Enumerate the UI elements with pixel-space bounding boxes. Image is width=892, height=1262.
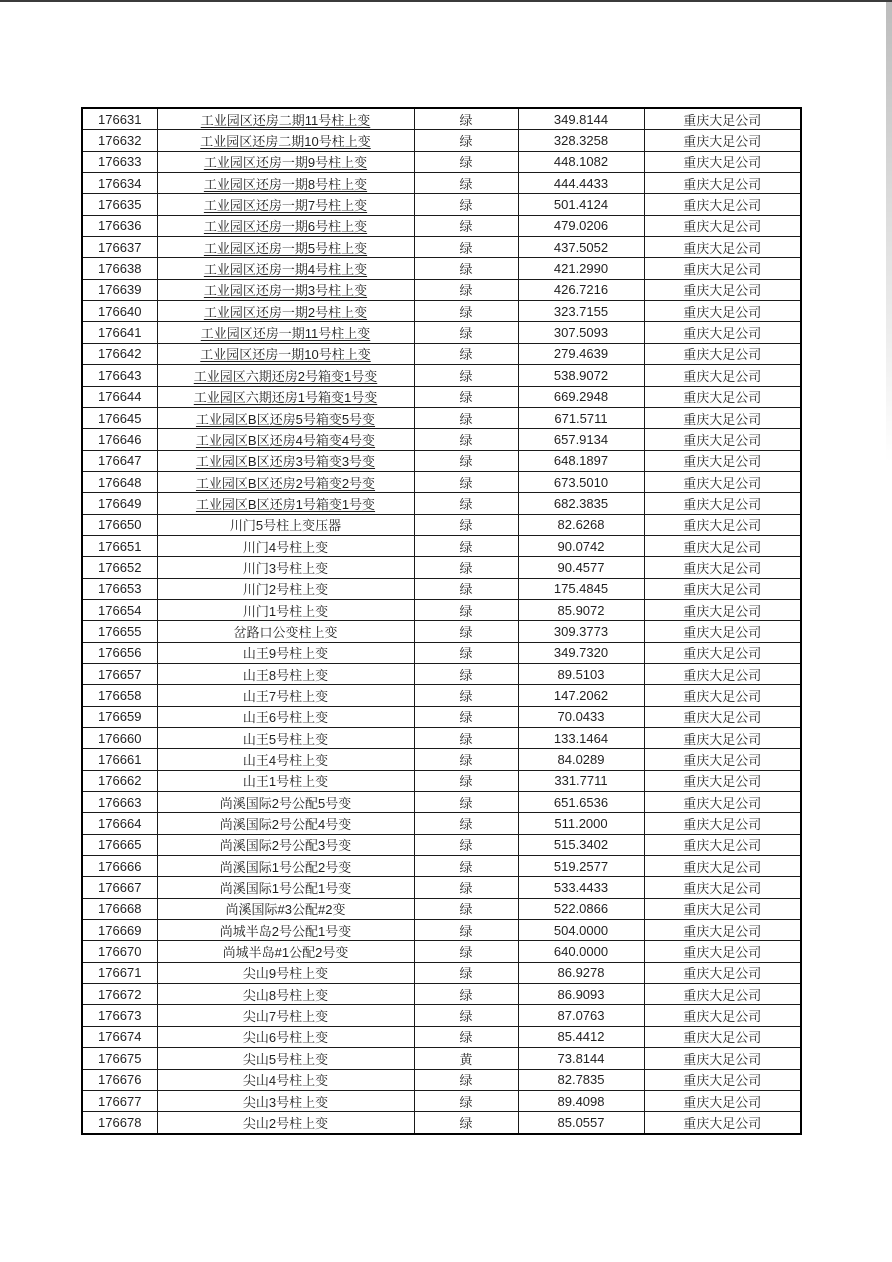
cell-id: 176676 <box>82 1069 157 1090</box>
cell-name: 尖山6号柱上变 <box>157 1026 414 1047</box>
cell-status: 绿 <box>414 108 518 130</box>
cell-status: 绿 <box>414 834 518 855</box>
cell-name: 川门1号柱上变 <box>157 599 414 620</box>
cell-name: 尖山9号柱上变 <box>157 962 414 983</box>
table-row <box>82 728 801 749</box>
table-row <box>82 215 801 236</box>
cell-company: 重庆大足公司 <box>644 962 801 983</box>
cell-value: 669.2948 <box>518 386 644 407</box>
cell-id: 176656 <box>82 642 157 663</box>
cell-value: 444.4433 <box>518 173 644 194</box>
table-row <box>82 1069 801 1090</box>
cell-value: 673.5010 <box>518 471 644 492</box>
cell-status: 绿 <box>414 1005 518 1026</box>
cell-id: 176666 <box>82 856 157 877</box>
table-row <box>82 535 801 556</box>
cell-company: 重庆大足公司 <box>644 877 801 898</box>
cell-id: 176669 <box>82 920 157 941</box>
cell-value: 648.1897 <box>518 450 644 471</box>
cell-id: 176636 <box>82 215 157 236</box>
cell-id: 176667 <box>82 877 157 898</box>
cell-company: 重庆大足公司 <box>644 898 801 919</box>
cell-company: 重庆大足公司 <box>644 728 801 749</box>
cell-value: 85.0557 <box>518 1112 644 1134</box>
cell-id: 176673 <box>82 1005 157 1026</box>
cell-id: 176649 <box>82 493 157 514</box>
cell-value: 479.0206 <box>518 215 644 236</box>
cell-name: 山王7号柱上变 <box>157 685 414 706</box>
cell-value: 671.5711 <box>518 407 644 428</box>
table-row <box>82 706 801 727</box>
cell-id: 176672 <box>82 984 157 1005</box>
table-row <box>82 1026 801 1047</box>
cell-name: 工业园区B区还房2号箱变2号变 <box>157 471 414 492</box>
table-row <box>82 962 801 983</box>
cell-value: 511.2000 <box>518 813 644 834</box>
table-row <box>82 1090 801 1111</box>
cell-name: 工业园区还房一期7号柱上变 <box>157 194 414 215</box>
cell-name: 工业园区还房一期2号柱上变 <box>157 301 414 322</box>
cell-id: 176658 <box>82 685 157 706</box>
table-row <box>82 557 801 578</box>
cell-id: 176653 <box>82 578 157 599</box>
cell-status: 绿 <box>414 920 518 941</box>
cell-name: 工业园区B区还房5号箱变5号变 <box>157 407 414 428</box>
table-row <box>82 130 801 151</box>
cell-company: 重庆大足公司 <box>644 1112 801 1134</box>
table-row <box>82 834 801 855</box>
table-row <box>82 386 801 407</box>
cell-id: 176631 <box>82 108 157 130</box>
table-row <box>82 429 801 450</box>
cell-company: 重庆大足公司 <box>644 493 801 514</box>
cell-value: 85.9072 <box>518 599 644 620</box>
cell-name: 尖山4号柱上变 <box>157 1069 414 1090</box>
cell-status: 绿 <box>414 1069 518 1090</box>
cell-status: 绿 <box>414 685 518 706</box>
table-row <box>82 663 801 684</box>
cell-company: 重庆大足公司 <box>644 813 801 834</box>
cell-id: 176662 <box>82 770 157 791</box>
table-row <box>82 108 801 130</box>
cell-name: 工业园区还房一期8号柱上变 <box>157 173 414 194</box>
cell-company: 重庆大足公司 <box>644 322 801 343</box>
cell-company: 重庆大足公司 <box>644 151 801 172</box>
cell-status: 绿 <box>414 407 518 428</box>
cell-value: 86.9278 <box>518 962 644 983</box>
cell-name: 工业园区还房二期11号柱上变 <box>157 108 414 130</box>
cell-company: 重庆大足公司 <box>644 663 801 684</box>
cell-company: 重庆大足公司 <box>644 1026 801 1047</box>
cell-status: 绿 <box>414 1112 518 1134</box>
cell-name: 川门3号柱上变 <box>157 557 414 578</box>
cell-status: 绿 <box>414 194 518 215</box>
cell-status: 绿 <box>414 984 518 1005</box>
cell-status: 绿 <box>414 429 518 450</box>
cell-status: 绿 <box>414 877 518 898</box>
cell-status: 绿 <box>414 578 518 599</box>
cell-status: 绿 <box>414 450 518 471</box>
cell-value: 515.3402 <box>518 834 644 855</box>
cell-status: 绿 <box>414 663 518 684</box>
cell-company: 重庆大足公司 <box>644 984 801 1005</box>
page-top-edge <box>0 0 892 2</box>
cell-name: 尚城半岛2号公配1号变 <box>157 920 414 941</box>
cell-status: 绿 <box>414 557 518 578</box>
cell-status: 绿 <box>414 237 518 258</box>
cell-value: 501.4124 <box>518 194 644 215</box>
cell-company: 重庆大足公司 <box>644 279 801 300</box>
transformer-table <box>81 107 802 1135</box>
page-right-edge <box>886 2 892 462</box>
cell-id: 176657 <box>82 663 157 684</box>
table-row <box>82 173 801 194</box>
table-row <box>82 941 801 962</box>
cell-status: 绿 <box>414 792 518 813</box>
cell-id: 176654 <box>82 599 157 620</box>
cell-company: 重庆大足公司 <box>644 1005 801 1026</box>
cell-value: 90.4577 <box>518 557 644 578</box>
cell-value: 133.1464 <box>518 728 644 749</box>
cell-company: 重庆大足公司 <box>644 599 801 620</box>
table-row <box>82 1048 801 1069</box>
cell-value: 504.0000 <box>518 920 644 941</box>
cell-value: 175.4845 <box>518 578 644 599</box>
cell-value: 331.7711 <box>518 770 644 791</box>
cell-name: 工业园区还房一期6号柱上变 <box>157 215 414 236</box>
cell-id: 176633 <box>82 151 157 172</box>
cell-name: 山王1号柱上变 <box>157 770 414 791</box>
table-row <box>82 984 801 1005</box>
cell-company: 重庆大足公司 <box>644 535 801 556</box>
cell-name: 川门2号柱上变 <box>157 578 414 599</box>
cell-value: 90.0742 <box>518 535 644 556</box>
cell-id: 176634 <box>82 173 157 194</box>
cell-company: 重庆大足公司 <box>644 450 801 471</box>
cell-value: 328.3258 <box>518 130 644 151</box>
cell-status: 绿 <box>414 599 518 620</box>
cell-status: 绿 <box>414 279 518 300</box>
cell-company: 重庆大足公司 <box>644 578 801 599</box>
cell-id: 176645 <box>82 407 157 428</box>
cell-company: 重庆大足公司 <box>644 173 801 194</box>
table-row <box>82 856 801 877</box>
cell-value: 87.0763 <box>518 1005 644 1026</box>
cell-status: 绿 <box>414 301 518 322</box>
cell-value: 85.4412 <box>518 1026 644 1047</box>
cell-value: 522.0866 <box>518 898 644 919</box>
cell-id: 176632 <box>82 130 157 151</box>
cell-id: 176655 <box>82 621 157 642</box>
cell-status: 绿 <box>414 322 518 343</box>
table-row <box>82 471 801 492</box>
cell-value: 89.5103 <box>518 663 644 684</box>
cell-company: 重庆大足公司 <box>644 301 801 322</box>
cell-name: 工业园区还房一期3号柱上变 <box>157 279 414 300</box>
cell-id: 176675 <box>82 1048 157 1069</box>
cell-value: 657.9134 <box>518 429 644 450</box>
cell-value: 349.7320 <box>518 642 644 663</box>
cell-status: 绿 <box>414 215 518 236</box>
table-row <box>82 813 801 834</box>
cell-name: 工业园区六期还房1号箱变1号变 <box>157 386 414 407</box>
table-row <box>82 599 801 620</box>
table-row <box>82 279 801 300</box>
cell-value: 323.7155 <box>518 301 644 322</box>
cell-company: 重庆大足公司 <box>644 557 801 578</box>
cell-id: 176677 <box>82 1090 157 1111</box>
cell-company: 重庆大足公司 <box>644 685 801 706</box>
cell-status: 绿 <box>414 173 518 194</box>
cell-name: 尚溪国际2号公配4号变 <box>157 813 414 834</box>
cell-value: 519.2577 <box>518 856 644 877</box>
cell-id: 176674 <box>82 1026 157 1047</box>
cell-status: 黄 <box>414 1048 518 1069</box>
cell-value: 309.3773 <box>518 621 644 642</box>
cell-name: 尚溪国际#3公配#2变 <box>157 898 414 919</box>
table-row <box>82 407 801 428</box>
cell-value: 640.0000 <box>518 941 644 962</box>
cell-company: 重庆大足公司 <box>644 429 801 450</box>
cell-value: 349.8144 <box>518 108 644 130</box>
cell-id: 176660 <box>82 728 157 749</box>
table-row <box>82 258 801 279</box>
cell-value: 279.4639 <box>518 343 644 364</box>
cell-status: 绿 <box>414 493 518 514</box>
cell-company: 重庆大足公司 <box>644 194 801 215</box>
cell-name: 尖山7号柱上变 <box>157 1005 414 1026</box>
table-row <box>82 1005 801 1026</box>
table-row <box>82 493 801 514</box>
cell-id: 176644 <box>82 386 157 407</box>
cell-status: 绿 <box>414 941 518 962</box>
cell-company: 重庆大足公司 <box>644 108 801 130</box>
cell-name: 尚溪国际2号公配3号变 <box>157 834 414 855</box>
cell-name: 工业园区还房二期10号柱上变 <box>157 130 414 151</box>
cell-status: 绿 <box>414 514 518 535</box>
cell-company: 重庆大足公司 <box>644 471 801 492</box>
cell-name: 尖山3号柱上变 <box>157 1090 414 1111</box>
table-row <box>82 1112 801 1134</box>
table-row <box>82 877 801 898</box>
cell-value: 538.9072 <box>518 365 644 386</box>
cell-name: 工业园区B区还房4号箱变4号变 <box>157 429 414 450</box>
cell-name: 工业园区还房一期11号柱上变 <box>157 322 414 343</box>
cell-id: 176665 <box>82 834 157 855</box>
cell-status: 绿 <box>414 898 518 919</box>
cell-id: 176650 <box>82 514 157 535</box>
cell-value: 82.6268 <box>518 514 644 535</box>
cell-value: 533.4433 <box>518 877 644 898</box>
cell-id: 176678 <box>82 1112 157 1134</box>
cell-value: 651.6536 <box>518 792 644 813</box>
cell-name: 川门5号柱上变压器 <box>157 514 414 535</box>
cell-company: 重庆大足公司 <box>644 920 801 941</box>
cell-name: 山王8号柱上变 <box>157 663 414 684</box>
cell-name: 岔路口公变柱上变 <box>157 621 414 642</box>
cell-value: 307.5093 <box>518 322 644 343</box>
table-row <box>82 920 801 941</box>
cell-status: 绿 <box>414 1026 518 1047</box>
cell-company: 重庆大足公司 <box>644 365 801 386</box>
cell-id: 176647 <box>82 450 157 471</box>
cell-status: 绿 <box>414 1090 518 1111</box>
table-row <box>82 514 801 535</box>
cell-status: 绿 <box>414 813 518 834</box>
cell-company: 重庆大足公司 <box>644 407 801 428</box>
table-row <box>82 792 801 813</box>
cell-status: 绿 <box>414 343 518 364</box>
table-row <box>82 685 801 706</box>
table-row <box>82 365 801 386</box>
cell-company: 重庆大足公司 <box>644 1048 801 1069</box>
cell-status: 绿 <box>414 386 518 407</box>
table-row <box>82 749 801 770</box>
cell-company: 重庆大足公司 <box>644 941 801 962</box>
cell-company: 重庆大足公司 <box>644 770 801 791</box>
cell-status: 绿 <box>414 151 518 172</box>
cell-company: 重庆大足公司 <box>644 343 801 364</box>
cell-name: 尖山5号柱上变 <box>157 1048 414 1069</box>
cell-name: 尚溪国际1号公配1号变 <box>157 877 414 898</box>
cell-id: 176661 <box>82 749 157 770</box>
cell-id: 176659 <box>82 706 157 727</box>
cell-name: 工业园区还房一期5号柱上变 <box>157 237 414 258</box>
table-row <box>82 237 801 258</box>
cell-status: 绿 <box>414 258 518 279</box>
cell-status: 绿 <box>414 535 518 556</box>
cell-company: 重庆大足公司 <box>644 215 801 236</box>
table-row <box>82 450 801 471</box>
cell-id: 176652 <box>82 557 157 578</box>
cell-id: 176663 <box>82 792 157 813</box>
table-body <box>82 108 801 1134</box>
cell-value: 73.8144 <box>518 1048 644 1069</box>
cell-company: 重庆大足公司 <box>644 706 801 727</box>
cell-company: 重庆大足公司 <box>644 792 801 813</box>
cell-id: 176670 <box>82 941 157 962</box>
cell-name: 山王5号柱上变 <box>157 728 414 749</box>
cell-company: 重庆大足公司 <box>644 642 801 663</box>
cell-company: 重庆大足公司 <box>644 621 801 642</box>
cell-id: 176637 <box>82 237 157 258</box>
cell-status: 绿 <box>414 728 518 749</box>
table-row <box>82 151 801 172</box>
cell-value: 86.9093 <box>518 984 644 1005</box>
cell-id: 176635 <box>82 194 157 215</box>
cell-id: 176651 <box>82 535 157 556</box>
cell-company: 重庆大足公司 <box>644 237 801 258</box>
cell-name: 工业园区还房一期10号柱上变 <box>157 343 414 364</box>
cell-value: 70.0433 <box>518 706 644 727</box>
cell-id: 176638 <box>82 258 157 279</box>
cell-status: 绿 <box>414 856 518 877</box>
table-row <box>82 621 801 642</box>
cell-status: 绿 <box>414 706 518 727</box>
cell-id: 176671 <box>82 962 157 983</box>
cell-company: 重庆大足公司 <box>644 856 801 877</box>
cell-company: 重庆大足公司 <box>644 258 801 279</box>
cell-name: 工业园区B区还房3号箱变3号变 <box>157 450 414 471</box>
cell-value: 421.2990 <box>518 258 644 279</box>
cell-value: 82.7835 <box>518 1069 644 1090</box>
table-row <box>82 770 801 791</box>
cell-id: 176642 <box>82 343 157 364</box>
table-row <box>82 343 801 364</box>
cell-id: 176641 <box>82 322 157 343</box>
cell-status: 绿 <box>414 365 518 386</box>
cell-id: 176640 <box>82 301 157 322</box>
cell-status: 绿 <box>414 642 518 663</box>
cell-name: 工业园区还房一期4号柱上变 <box>157 258 414 279</box>
cell-name: 尚溪国际2号公配5号变 <box>157 792 414 813</box>
cell-status: 绿 <box>414 770 518 791</box>
cell-value: 147.2062 <box>518 685 644 706</box>
cell-id: 176639 <box>82 279 157 300</box>
cell-name: 尚城半岛#1公配2号变 <box>157 941 414 962</box>
cell-name: 山王9号柱上变 <box>157 642 414 663</box>
cell-status: 绿 <box>414 749 518 770</box>
cell-company: 重庆大足公司 <box>644 130 801 151</box>
cell-value: 448.1082 <box>518 151 644 172</box>
cell-value: 682.3835 <box>518 493 644 514</box>
cell-id: 176664 <box>82 813 157 834</box>
cell-company: 重庆大足公司 <box>644 514 801 535</box>
cell-company: 重庆大足公司 <box>644 749 801 770</box>
cell-company: 重庆大足公司 <box>644 834 801 855</box>
cell-company: 重庆大足公司 <box>644 386 801 407</box>
cell-name: 川门4号柱上变 <box>157 535 414 556</box>
cell-name: 工业园区六期还房2号箱变1号变 <box>157 365 414 386</box>
table-row <box>82 642 801 663</box>
table-row <box>82 578 801 599</box>
cell-status: 绿 <box>414 130 518 151</box>
cell-value: 426.7216 <box>518 279 644 300</box>
cell-id: 176643 <box>82 365 157 386</box>
cell-id: 176648 <box>82 471 157 492</box>
cell-status: 绿 <box>414 962 518 983</box>
table-row <box>82 898 801 919</box>
table-row <box>82 322 801 343</box>
cell-value: 84.0289 <box>518 749 644 770</box>
cell-company: 重庆大足公司 <box>644 1069 801 1090</box>
cell-value: 89.4098 <box>518 1090 644 1111</box>
cell-value: 437.5052 <box>518 237 644 258</box>
table-row <box>82 301 801 322</box>
cell-name: 尖山8号柱上变 <box>157 984 414 1005</box>
cell-company: 重庆大足公司 <box>644 1090 801 1111</box>
cell-status: 绿 <box>414 621 518 642</box>
table-row <box>82 194 801 215</box>
cell-name: 工业园区还房一期9号柱上变 <box>157 151 414 172</box>
cell-id: 176646 <box>82 429 157 450</box>
cell-name: 尚溪国际1号公配2号变 <box>157 856 414 877</box>
cell-name: 工业园区B区还房1号箱变1号变 <box>157 493 414 514</box>
cell-id: 176668 <box>82 898 157 919</box>
cell-name: 尖山2号柱上变 <box>157 1112 414 1134</box>
cell-name: 山王6号柱上变 <box>157 706 414 727</box>
cell-name: 山王4号柱上变 <box>157 749 414 770</box>
cell-status: 绿 <box>414 471 518 492</box>
